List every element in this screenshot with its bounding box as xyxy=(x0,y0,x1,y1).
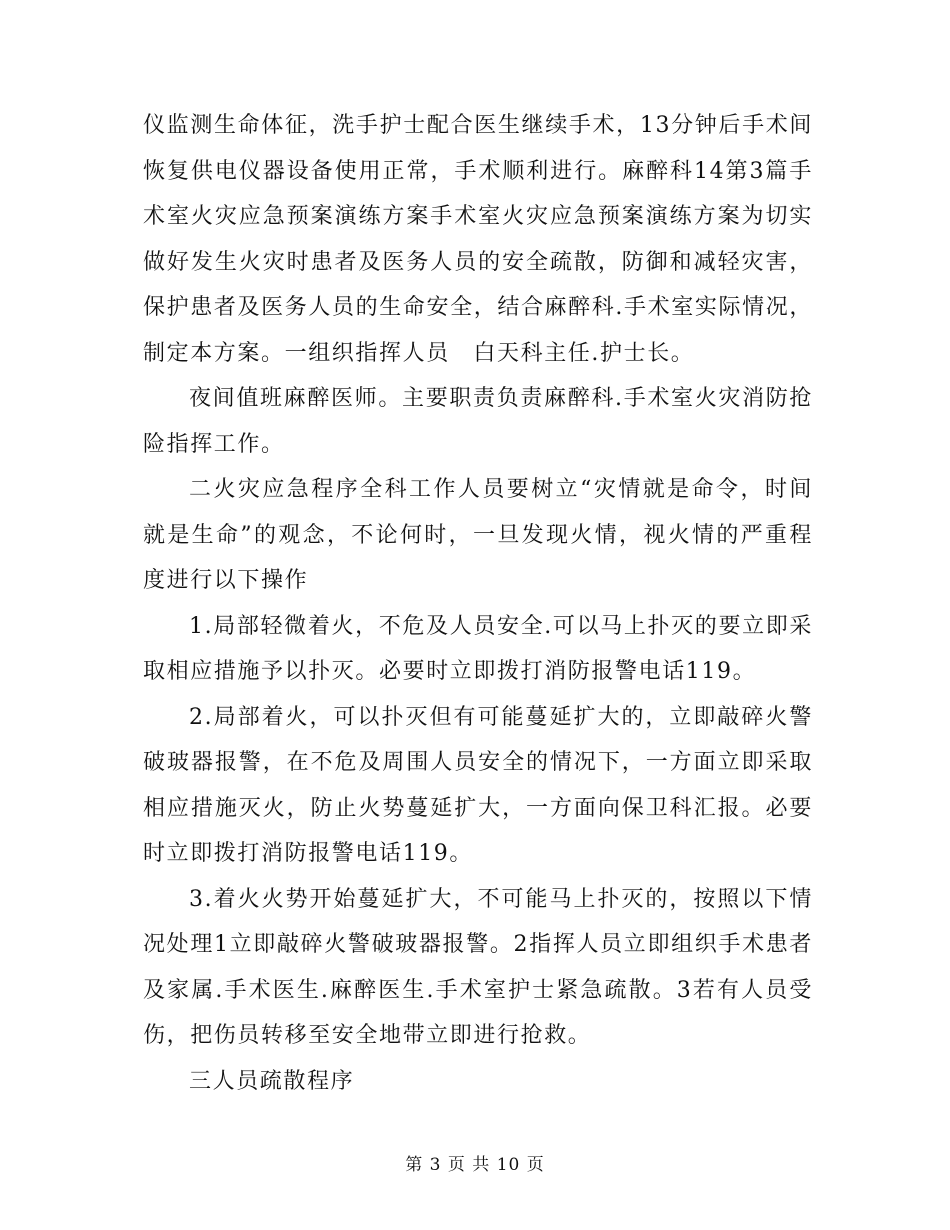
paragraph-step-2: 2.局部着火，可以扑灭但有可能蔓延扩大的，立即敲碎火警破玻器报警，在不危及周围人员安全的情况下，一方面立即采取相应措施灭火，防止火势蔓延扩大，一方面向保卫科汇报。必要时立即拨打消防报警电话119。 xyxy=(143,704,813,866)
paragraph-fire-procedure: 二火灾应急程序全科工作人员要树立“灾情就是命令，时间就是生命”的观念，不论何时，一旦发现火情，视火情的严重程度进行以下操作 xyxy=(143,477,813,593)
paragraph-continued-text: 仪监测生命体征，洗手护士配合医生继续手术，13分钟后手术间恢复供电仪器设备使用正常，手术顺利进行。麻醉科14第3篇手术室火灾应急预案演练方案手术室火灾应急预案演练方案为切实做好发生火灾时患者及医务人员的安全疏散，防御和减轻灾害，保护患者及医务人员的生命安全，结合麻醉科.手术室实际情况，制定本方案。一组织指挥人员 白天科主任.护士长。 xyxy=(143,113,813,366)
paragraph-night-duty: 夜间值班麻醉医师。主要职责负责麻醉科.手术室火灾消防抢险指挥工作。 xyxy=(143,386,813,457)
paragraph-step-1: 1.局部轻微着火，不危及人员安全.可以马上扑灭的要立即采取相应措施予以扑灭。必要时立即拨打消防报警电话119。 xyxy=(143,613,813,684)
page-number-footer: 第 3 页 共 10 页 xyxy=(405,1155,545,1175)
paragraph-evacuation-heading: 三人员疏散程序 xyxy=(189,1068,355,1094)
paragraph-step-3: 3.着火火势开始蔓延扩大，不可能马上扑灭的，按照以下情况处理1立即敲碎火警破玻器报警。2指挥人员立即组织手术患者及家属.手术医生.麻醉医生.手术室护士紧急疏散。3若有人员受伤，把伤员转移至安全地带立即进行抢救。 xyxy=(143,886,813,1048)
document-body xyxy=(143,103,813,1104)
